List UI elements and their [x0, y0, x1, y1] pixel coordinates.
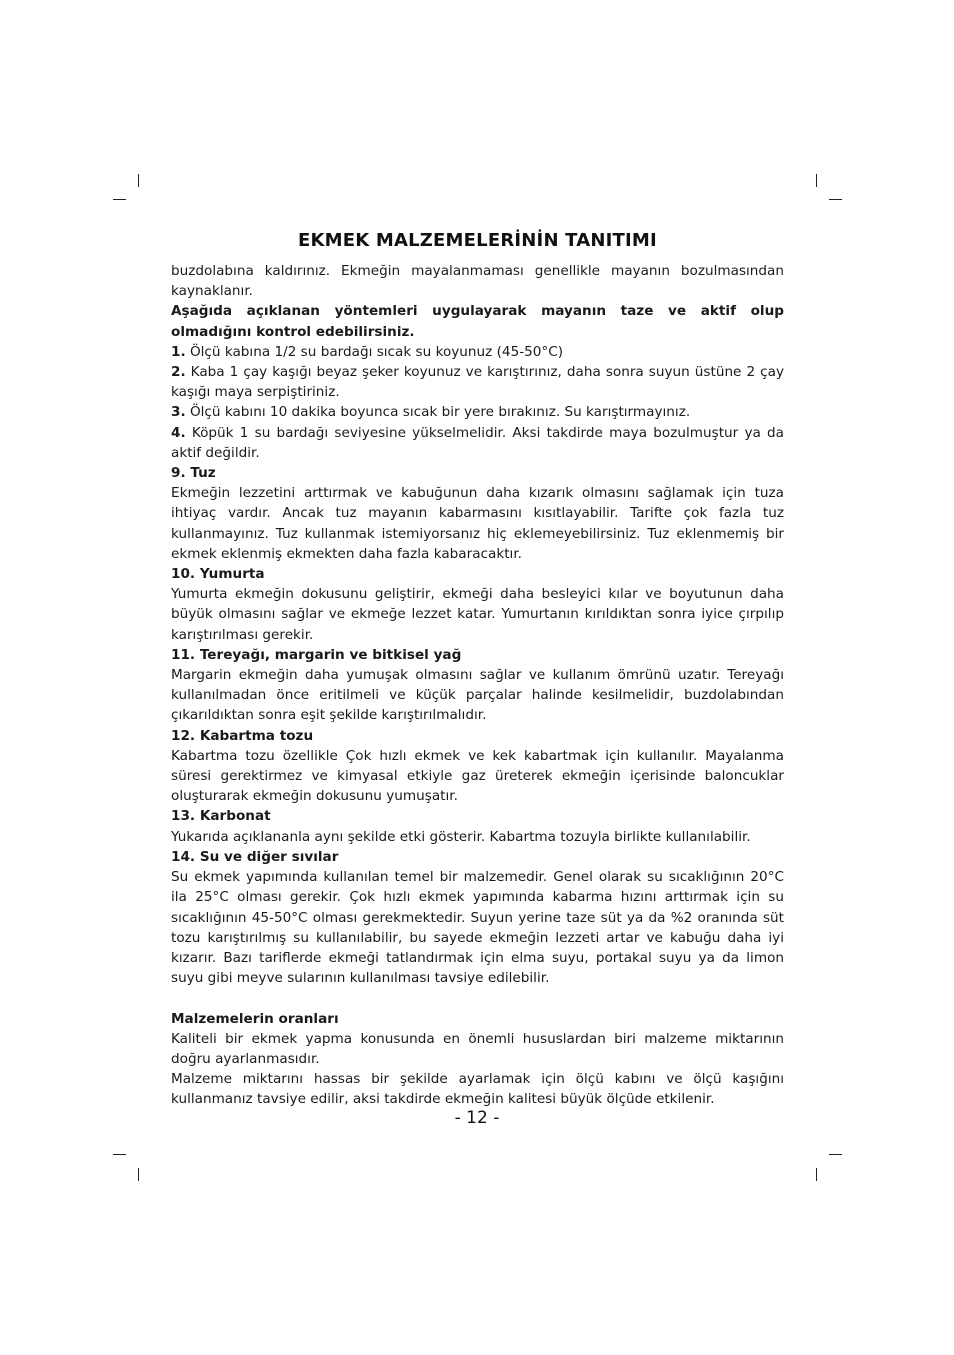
- paragraph: [171, 665, 784, 726]
- numbered-step: [171, 342, 784, 362]
- section-heading: [171, 301, 784, 341]
- paragraph-text: Ölçü kabını 10 dakika boyunca sıcak bir yere bırakınız. Su karıştırmayınız.: [189, 404, 691, 421]
- paragraph-text: Ölçü kabına 1/2 su bardağı sıcak su koyunuz (45-50°C): [189, 343, 564, 360]
- crop-mark-bottom-right-horizontal: [829, 1154, 842, 1155]
- section-heading: [171, 806, 784, 826]
- step-number: 4.: [171, 424, 186, 441]
- paragraph-text: 14. Su ve diğer sıvılar: [171, 848, 339, 865]
- paragraph-text: Kaliteli bir ekmek yapma konusunda en önemli hususlardan biri malzeme miktarının doğru ayarlanmasıdır.: [171, 1030, 784, 1067]
- paragraph-text: Malzeme miktarını hassas bir şekilde ayarlamak için ölçü kabını ve ölçü kaşığını kullanmanız tavsiye edilir, aksi takdirde ekmeğin kalitesi büyük ölçüde etkilenir.: [171, 1071, 784, 1108]
- paragraph-text: buzdolabına kaldırınız. Ekmeğin mayalanmaması genellikle mayanın bozulmasından kaynaklanır.: [171, 263, 784, 300]
- section-heading: [171, 847, 784, 867]
- crop-mark-bottom-left-horizontal: [113, 1154, 126, 1155]
- paragraph: [171, 827, 784, 847]
- paragraph-text: Yumurta ekmeğin dokusunu geliştirir, ekmeği daha besleyici kılar ve boyutunun daha büyük olmasını sağlar ve ekmeğe lezzet katar. Yumurtanın kırıldıktan sonra iyice çırpılıp karıştırılması gerekir.: [171, 586, 784, 643]
- paragraph-text: Malzemelerin oranları: [171, 1010, 339, 1027]
- paragraph: [171, 261, 784, 301]
- step-number: 3.: [171, 404, 186, 421]
- paragraph-text: Kaba 1 çay kaşığı beyaz şeker koyunuz ve karıştırınız, daha sonra suyun üstüne 2 çay kaşığı maya serpiştiriniz.: [171, 364, 784, 401]
- crop-mark-bottom-left-vertical: [138, 1168, 139, 1181]
- paragraph-text: Su ekmek yapımında kullanılan temel bir malzemedir. Genel olarak su sıcaklığının 20°C ila 25°C olması gerekir. Çok hızlı ekmek yapımında kabarma hızını arttırmak için su sıcaklığının 45-50°C olması gerekmektedir. Suyun yerine taze süt ya da %2 oranında süt tozu karıştırılmış su kullanılabilir, bu sayede ekmeğin lezzeti artar ve kabuğu daha iyi kızarır. Bazı tariflerde ekmeği tatlandırmak için elma suyu, portakal suyu ya da limon suyu gibi meyve sularının kullanılması tavsiye edilebilir.: [171, 869, 784, 987]
- paragraph: [171, 1029, 784, 1069]
- page-number: - 12 -: [454, 1108, 500, 1128]
- crop-mark-top-right-vertical: [816, 174, 817, 187]
- numbered-step: [171, 423, 784, 463]
- section-heading: [171, 1009, 784, 1029]
- paragraph-text: Ekmeğin lezzetini arttırmak ve kabuğunun daha kızarık olmasını sağlamak için tuza ihtiyaç vardır. Ancak tuz mayanın kabarmasını kısıtlayabilir. Tarifte çok fazla tuz kullanmayınız. Tuz kullanmak istemiyorsanız hiç eklemeyebilirsiniz. Tuz eklenmemiş bir ekmek eklenmiş ekmekten daha fazla kabaracaktır.: [171, 485, 784, 562]
- crop-mark-top-left-horizontal: [113, 199, 126, 200]
- numbered-step: [171, 362, 784, 402]
- paragraph-text: Kabartma tozu özellikle Çok hızlı ekmek ve kek kabartmak için kullanılır. Mayalanma süresi gerektirmez ve kimyasal etkiyle gaz üreterek ekmeğin içerisinde baloncuklar oluşturarak ekmeğin dokusunu yumuşatır.: [171, 747, 784, 805]
- paragraph: [171, 584, 784, 645]
- paragraph-text: 12. Kabartma tozu: [171, 727, 314, 744]
- paragraph: [171, 1069, 784, 1109]
- numbered-step: [171, 402, 784, 422]
- section-heading: [171, 645, 784, 665]
- paragraph: [171, 483, 784, 564]
- paragraph-text: Margarin ekmeğin daha yumuşak olmasını sağlar ve kullanım ömrünü uzatır. Tereyağı kullanılmadan önce eritilmeli ve küçük parçalar halinde kesilmelidir, buzdolabından çıkarıldıktan sonra eşit şekilde karıştırılmalıdır.: [171, 667, 784, 724]
- paragraph-text: 9. Tuz: [171, 465, 216, 482]
- paragraph-text: 10. Yumurta: [171, 566, 265, 583]
- paragraph: [171, 867, 784, 988]
- crop-mark-top-right-horizontal: [829, 199, 842, 200]
- paragraph-text: Köpük 1 su bardağı seviyesine yükselmelidir. Aksi takdirde maya bozulmuştur ya da aktif değildir.: [171, 424, 784, 461]
- paragraph-text: Aşağıda açıklanan yöntemleri uygulayarak mayanın taze ve aktif olup olmadığını kontrol edebilirsiniz.: [171, 303, 784, 340]
- paragraph-text: Yukarıda açıklananla aynı şekilde etki gösterir. Kabartma tozuyla birlikte kullanılabilir.: [171, 828, 751, 845]
- page-title: EKMEK MALZEMELERİNİN TANITIMI: [298, 230, 657, 251]
- step-number: 2.: [171, 364, 186, 381]
- paragraph-spacer: [171, 988, 784, 1008]
- document-body: [171, 261, 784, 1110]
- crop-mark-top-left-vertical: [138, 174, 139, 187]
- paragraph-text: 11. Tereyağı, margarin ve bitkisel yağ: [171, 646, 462, 663]
- step-number: 1.: [171, 343, 186, 360]
- paragraph-text: 13. Karbonat: [171, 808, 271, 825]
- crop-mark-bottom-right-vertical: [816, 1168, 817, 1181]
- section-heading: [171, 564, 784, 584]
- section-heading: [171, 463, 784, 483]
- paragraph: [171, 746, 784, 807]
- section-heading: [171, 726, 784, 746]
